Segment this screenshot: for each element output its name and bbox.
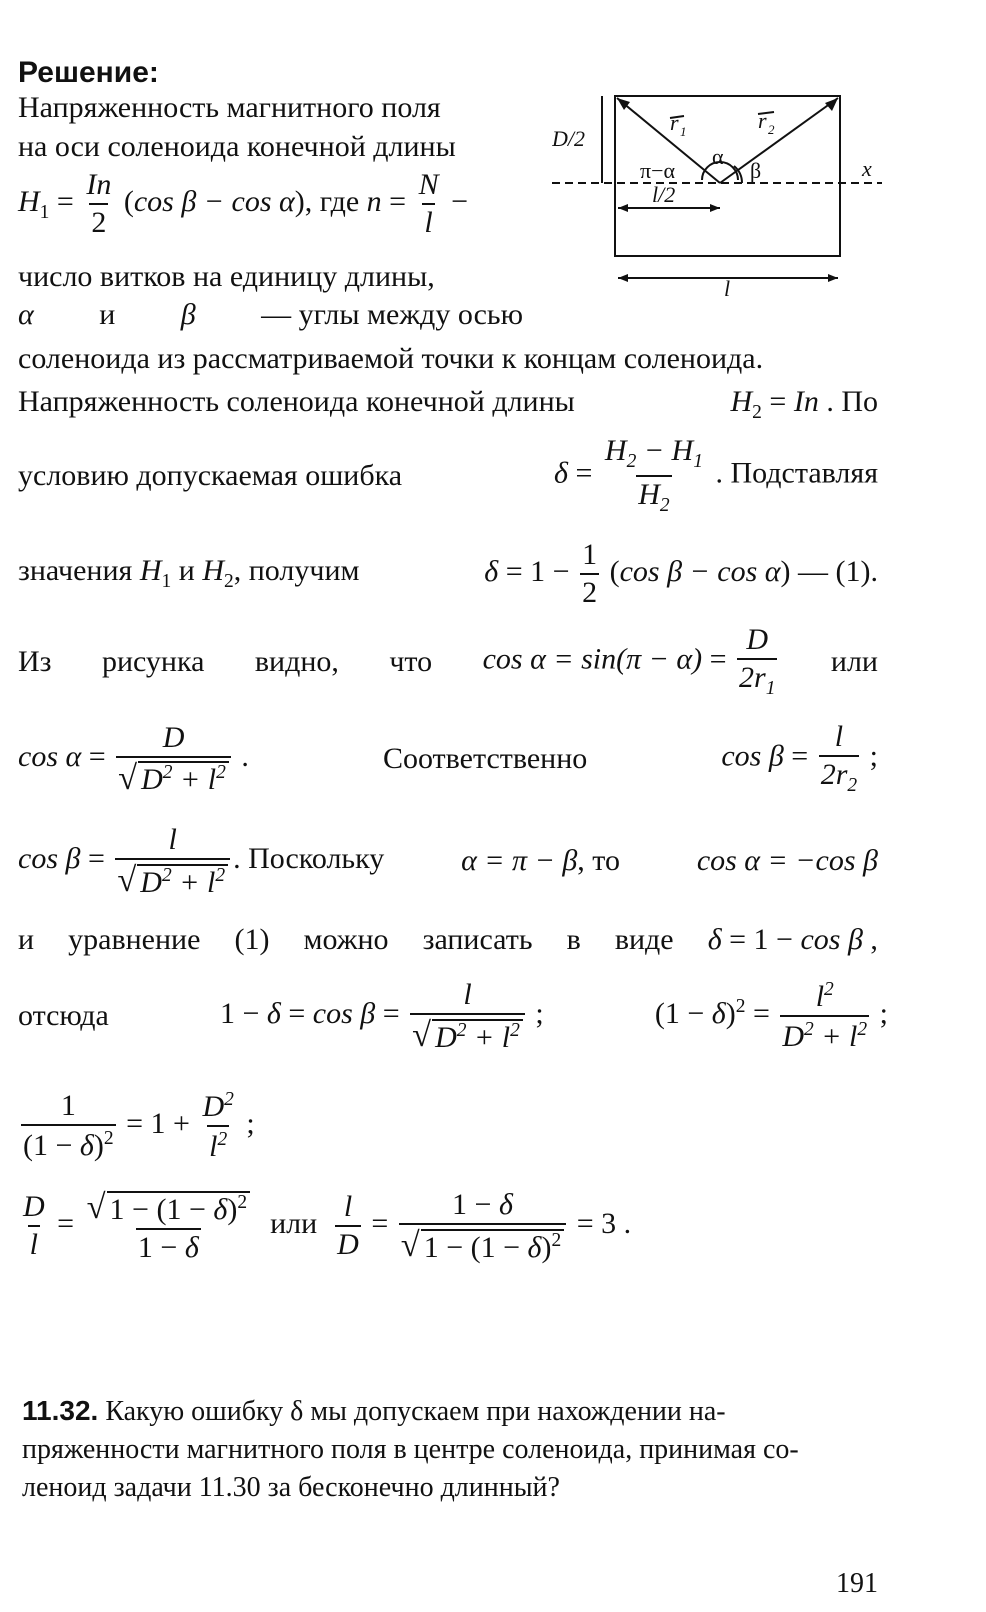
text-p1e: соленоида из рассматриваемой точки к концам соленоида.: [18, 342, 764, 375]
text-to: , то: [577, 844, 620, 878]
r2-arrowhead: [825, 98, 838, 111]
l-arrow-left: [618, 274, 628, 282]
text-line-13: отсюда 1 − δ = cos β = l √ $D^2 + l^2$ ; $(1 - \delta)^2$ = $\frac{l^2}{D^2 + l^2}$ ;: [18, 978, 888, 1054]
page-number: 191: [836, 1568, 878, 1599]
text-ili: или: [830, 644, 878, 678]
text-p2a: Напряженность соленоида конечной длины: [18, 385, 575, 418]
text-eq3: = 3 .: [576, 1207, 632, 1241]
label-l2: l/2: [652, 182, 676, 207]
text-gde: , где: [304, 184, 360, 218]
text-u2: уравнение: [68, 923, 201, 956]
text-p3b: , получим: [233, 554, 360, 588]
l2-arrow-right: [710, 204, 720, 212]
label-beta: β: [750, 158, 762, 183]
heading: Решение:: [18, 56, 159, 89]
text-p1b: на оси соленоида конечной длины: [18, 130, 456, 163]
text-line-12: и уравнение (1) можно записать в виде δ = 1 − cos β ,: [18, 923, 878, 956]
text-u6: в: [566, 923, 581, 956]
text-vid: видно,: [254, 644, 339, 678]
text-p3a: значения: [18, 554, 133, 588]
text-ris: рисунка: [101, 644, 205, 678]
label-r1: r: [670, 110, 679, 135]
problem-11-32: [22, 1392, 887, 1507]
text-po: По: [841, 385, 878, 418]
text-p1a: Напряженность магнитного поля: [18, 91, 441, 124]
text-line-9: Из рисунка видно, что cos α = sin(π − α) = $\frac{D}{2r_1}$ или: [18, 623, 878, 699]
text-line-10: cos α = D √ $D^2 + l^2$ . Соответственно cos β = $\frac{l}{2r_2}$ ;: [18, 720, 878, 797]
text-u3: (1): [234, 923, 270, 956]
text-u5: записать: [422, 923, 533, 956]
text-chto: что: [389, 644, 433, 678]
label-d2: D/2: [552, 126, 585, 151]
text-line-3: [18, 262, 435, 292]
text-line-5: [18, 344, 763, 374]
text-podst: . Подставляя: [715, 456, 878, 490]
text-poskolku: . Поскольку: [233, 842, 385, 876]
text-p1c: число витков на единицу длины,: [18, 260, 435, 293]
problem-line-3: леноид задачи 11.30 за бесконечно длинный?: [22, 1472, 560, 1503]
problem-number: 11.32.: [22, 1395, 99, 1426]
label-r2: r: [758, 108, 767, 133]
l2-arrow-left: [618, 204, 628, 212]
label-r1-sub: 1: [680, 124, 687, 139]
text-sootv: Соответственно: [382, 741, 588, 775]
l-arrow-right: [828, 274, 838, 282]
problem-line-2: пряженности магнитного поля в центре соленоида, принимая со-: [22, 1434, 799, 1465]
text-ili2: или: [270, 1207, 318, 1241]
text-iz: Из: [18, 644, 52, 678]
text-line-4: α и β — углы между осью: [18, 298, 523, 331]
text-line-7: условию допускаемая ошибка δ = $\frac{H_2 - H_1}{H_2}$ . Подставляя: [18, 434, 878, 516]
problem-line-1: [22, 1392, 887, 1431]
text-p2b: условию допускаемая ошибка: [18, 458, 403, 492]
problem-text-1: Какую ошибку δ мы допускаем при нахождении на-: [105, 1396, 726, 1427]
label-r2-sub: 2: [768, 122, 775, 137]
label-alpha: α: [712, 144, 724, 169]
label-x: x: [862, 156, 872, 181]
text-p3and: и: [178, 554, 195, 588]
text-otsyuda: отсюда: [18, 999, 109, 1033]
text-line-8: значения $H_1$ и $H_2$, получим δ = 1 − $\frac{1}{2}$ (cos β − cos α) — (1).: [18, 538, 878, 609]
text-eq1: — (1).: [798, 554, 878, 588]
text-and: и: [99, 298, 116, 331]
formula-final: $\frac{D}{l}$ = √ $1 - (1 - \delta)^2$ 1 − δ или $\frac{l}{D}$ = 1 − δ √ $1 - (1 - \delta)^2$ = 3 .: [23, 1188, 632, 1264]
text-u4: можно: [303, 923, 389, 956]
label-l: l: [724, 276, 731, 301]
text-line-1: [18, 93, 523, 123]
text-u1: и: [18, 923, 35, 956]
text-line-11: cos β = l √ $D^2 + l^2$ . Поскольку α = π − β, то cos α = −cos β: [18, 823, 878, 899]
label-pi-alpha: π−α: [640, 158, 676, 183]
text-p1d: — углы между осью: [261, 298, 523, 331]
formula-h1: $H_1$ = $\frac{In}{2}$ (cos β − cos α), где n = $\frac{N}{l}$ −: [18, 168, 469, 239]
solenoid-diagram: [552, 88, 897, 303]
text-line-2: [18, 132, 456, 162]
text-line-6: Напряженность соленоида конечной длины $H_2 = In$ . По: [18, 385, 878, 423]
formula-reciprocal: $\frac{1}{(1 - \delta)^2}$ = 1 + $\frac{D^2}{l^2}$ ;: [23, 1089, 255, 1163]
text-u7: виде: [614, 923, 674, 956]
